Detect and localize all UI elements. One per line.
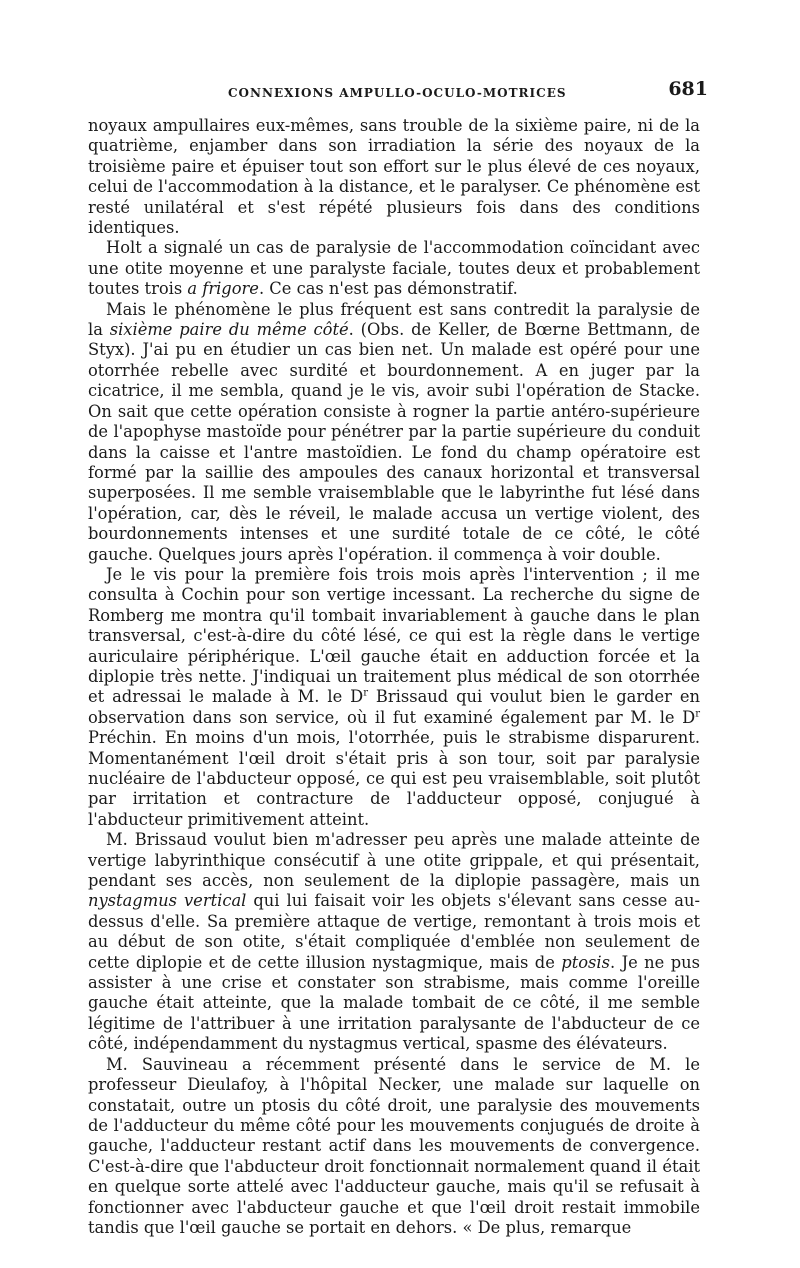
paragraph-6 xyxy=(88,1055,700,1239)
paragraph-4-text-c: Préchin. En moins d'un mois, l'otorrhée, puis le strabisme disparurent. Momentanément l'œil droit s'était pris à son tour, soit par paralysie nucléaire de l'abducteur opposé, ce qui est peu vraisemblable, soit plutôt par irritation et contracture de l'adducteur opposé, conjugué à l'abducteur primitivement atteint. xyxy=(88,728,700,829)
paragraph-4 xyxy=(88,565,700,830)
paragraph-4-superscript-2: r xyxy=(695,708,700,720)
paragraph-1 xyxy=(88,116,700,238)
paragraph-4-text-b: Brissaud qui voulut bien le garder en observation dans son service, où il fut examiné également par M. le D xyxy=(88,687,700,727)
paragraph-5 xyxy=(88,830,700,1054)
paragraph-6-text: M. Sauvineau a récemment présenté dans le service de M. le professeur Dieulafoy, à l'hôpital Necker, une malade sur laquelle on constatait, outre un ptosis du côté droit, une paralysie des mouvements de l'adducteur du même côté pour les mouvements conjugués de droite à gauche, l'adducteur restant actif dans les mouvements de convergence. C'est-à-dire que l'abducteur droit fonctionnait normalement quand il était en quelque sorte attelé avec l'adducteur gauche, mais qu'il se refusait à fonctionner avec l'abducteur gauche et que l'œil droit restait immobile tandis que l'œil gauche se portait en dehors. « De plus, remarque xyxy=(88,1054,700,1237)
paragraph-4-text-a: Je le vis pour la première fois trois mois après l'intervention ; il me consulta à Cochin pour son vertige incessant. La recherche du signe de Romberg me montra qu'il tombait invariablement à gauche dans le plan transversal, c'est-à-dire du côté lésé, ce qui est la règle dans le vertige auriculaire périphérique. L'œil gauche était en adduction forcée et la diplopie très nette. J'indiquai un traitement plus médical de son otorrhée et adressai le malade à M. le D xyxy=(88,564,700,707)
page-number: 681 xyxy=(668,78,708,100)
paragraph-5-text-a: M. Brissaud voulut bien m'adresser peu après une malade atteinte de vertige labyrinthique consécutif à une otite grippale, et qui présentait, pendant ses accès, non seulement de la diplopie passagère, mais un xyxy=(88,830,700,891)
paragraph-5-text-b: qui lui faisait voir les objets s'élevant sans cesse au-dessus d'elle. Sa première attaque de vertige, remontant à trois mois et au début de son otite, s'était compliquée d'emblée non seulement de cette diplopie et de cette illusion nystagmique, mais de xyxy=(88,891,700,972)
paragraph-3-text-b: . (Obs. de Keller, de Bœrne Bettmann, de Styx). J'ai pu en étudier un cas bien net. Un malade est opéré pour une otorrhée rebelle avec surdité et bourdonnement. A en juger par la cicatrice, il me sembla, quand je le vis, avoir subi l'opération de Stacke. On sait que cette opération consiste à rogner la partie antéro-supérieure de l'apophyse mastoïde pour pénétrer par la partie supérieure du conduit dans la caisse et l'antre mastoïdien. Le fond du champ opératoire est formé par la saillie des ampoules des canaux horizontal et transversal superposées. Il me semble vraisemblable que le labyrinthe fut lésé dans l'opération, car, dès le réveil, le malade accusa un vertige violent, des bourdonnements intenses et une surdité totale de ce côté, le côté gauche. Quelques jours après l'opération. il commença à voir double. xyxy=(88,320,700,564)
body-text xyxy=(88,116,700,1238)
paragraph-3 xyxy=(88,300,700,565)
paragraph-2 xyxy=(88,238,700,299)
paragraph-3-text-a: Mais le phénomène le plus fréquent est sans contredit la paralysie de la xyxy=(88,299,700,340)
paragraph-3-italic: sixième paire du même côté xyxy=(109,320,349,340)
paragraph-2-text-b: . Ce cas n'est pas démonstratif. xyxy=(258,279,518,299)
paragraph-2-italic: a frigore xyxy=(187,279,259,299)
running-title: CONNEXIONS AMPULLO-OCULO-MOTRICES xyxy=(228,86,567,100)
paragraph-5-italic-2: ptosis xyxy=(561,952,610,972)
paragraph-2-text-a: Holt a signalé un cas de paralysie de l'accommodation coïncidant avec une otite moyenne et une paralyste faciale, toutes deux et probablement toutes trois xyxy=(88,238,700,299)
paragraph-5-text-c: . Je ne pus assister à une crise et constater son strabisme, mais comme l'oreille gauche était atteinte, que la malade tombait de ce côté, il me semble légitime de l'attribuer à une irritation paralysante de l'abducteur de ce côté, indépendamment du nystagmus vertical, spasme des élévateurs. xyxy=(88,952,700,1054)
paragraph-4-superscript-1: r xyxy=(363,687,368,699)
paragraph-1-text: noyaux ampullaires eux-mêmes, sans trouble de la sixième paire, ni de la quatrième, enjamber dans son irradiation la série des noyaux de la troisième paire et épuiser tout son effort sur le plus élevé de ces noyaux, celui de l'accommodation à la distance, et le paralyser. Ce phénomène est resté unilatéral et s'est répété plusieurs fois dans des conditions identiques. xyxy=(88,116,700,238)
paragraph-5-italic-1: nystagmus vertical xyxy=(88,891,247,911)
page-header xyxy=(88,78,708,112)
